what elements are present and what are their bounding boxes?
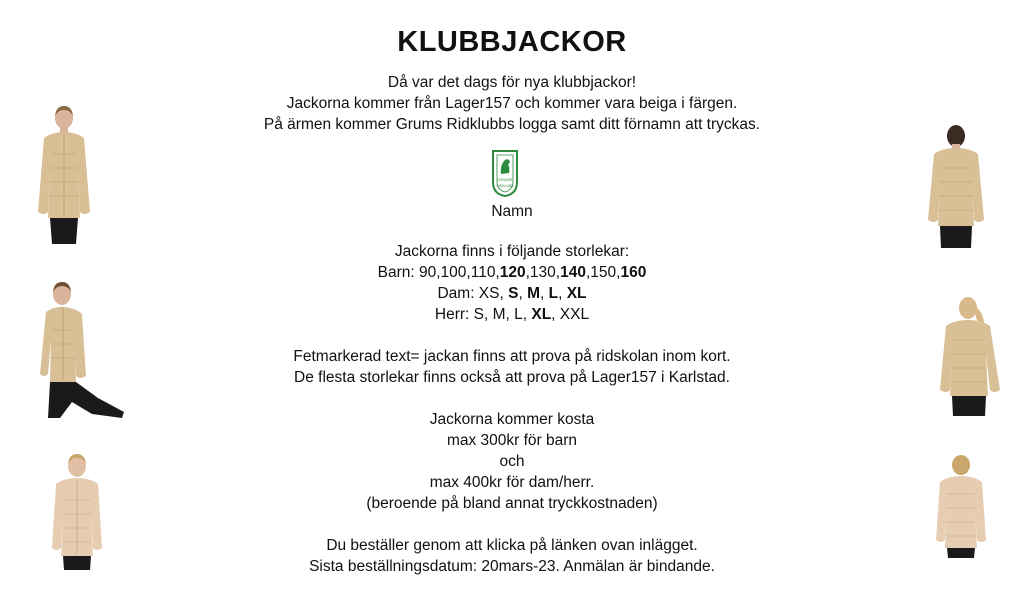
intro-line-2: Jackorna kommer från Lager157 och kommer vara beiga i färgen. xyxy=(286,95,738,112)
intro-line-1: Då var det dags för nya klubbjackor! xyxy=(387,74,637,91)
model-photo-man-back xyxy=(920,122,992,248)
bold-size-label: XL xyxy=(531,306,552,323)
page-title: KLUBBJACKOR xyxy=(397,26,627,58)
size-list xyxy=(0,241,1024,325)
intro-text xyxy=(0,72,1024,135)
price-line-5: (beroende på bland annat tryckkostnaden) xyxy=(366,495,658,512)
note-line-2: De flesta storlekar finns också att prova på Lager157 i Karlstad. xyxy=(294,369,730,386)
bold-size-label: L xyxy=(548,285,559,302)
logo-text-top: GRUMS xyxy=(497,177,513,182)
intro-line-3: På ärmen kommer Grums Ridklubbs logga samt ditt förnamn att tryckas. xyxy=(263,116,761,133)
price-line-4: max 400kr för dam/herr. xyxy=(429,474,595,491)
order-line-1: Du beställer genom att klicka på länken ovan inlägget. xyxy=(326,537,698,554)
size-text: , xyxy=(558,285,567,302)
size-text: Dam: XS, xyxy=(437,285,509,302)
model-photo-woman-back xyxy=(934,294,1008,418)
model-photo-girl-front xyxy=(42,452,112,570)
sizes-dam xyxy=(0,283,1024,304)
club-logo xyxy=(489,148,521,198)
size-text: , XXL xyxy=(551,306,590,323)
model-photo-girl-back xyxy=(928,452,994,558)
logo-text-bottom: RIDKLUBB xyxy=(496,184,514,188)
bold-size-label: S xyxy=(508,285,519,302)
price-line-3: och xyxy=(499,453,525,470)
size-text: , xyxy=(518,285,528,302)
price-text xyxy=(0,409,1024,514)
model-photo-woman-front xyxy=(24,104,104,244)
price-line-2: max 300kr för barn xyxy=(446,432,578,449)
order-line-2: Sista beställningsdatum: 20mars-23. Anmälan är bindande. xyxy=(309,558,715,575)
size-text: , xyxy=(540,285,549,302)
size-text: Barn: 90,100,110, xyxy=(377,264,500,281)
sizes-heading: Jackorna finns i följande storlekar: xyxy=(394,243,630,260)
bold-size-label: XL xyxy=(566,285,587,302)
note-line-1: Fetmarkerad text= jackan finns att prova på ridskolan inom kort. xyxy=(293,348,731,365)
size-text: ,150, xyxy=(585,264,621,281)
bold-size-label: M xyxy=(527,285,540,302)
bold-size-label: 140 xyxy=(560,264,586,281)
price-line-1: Jackorna kommer kosta xyxy=(429,411,595,428)
note-text xyxy=(0,346,1024,388)
model-photo-woman-kneeling xyxy=(36,280,126,420)
size-text: Herr: S, M, L, xyxy=(434,306,532,323)
order-text xyxy=(0,535,1024,577)
size-text: ,130, xyxy=(525,264,561,281)
sizes-barn xyxy=(0,262,1024,283)
bold-size-label: 120 xyxy=(499,264,526,281)
bold-size-label: 160 xyxy=(620,264,647,281)
logo-name-label: Namn xyxy=(491,203,533,220)
sizes-herr xyxy=(0,304,1024,325)
